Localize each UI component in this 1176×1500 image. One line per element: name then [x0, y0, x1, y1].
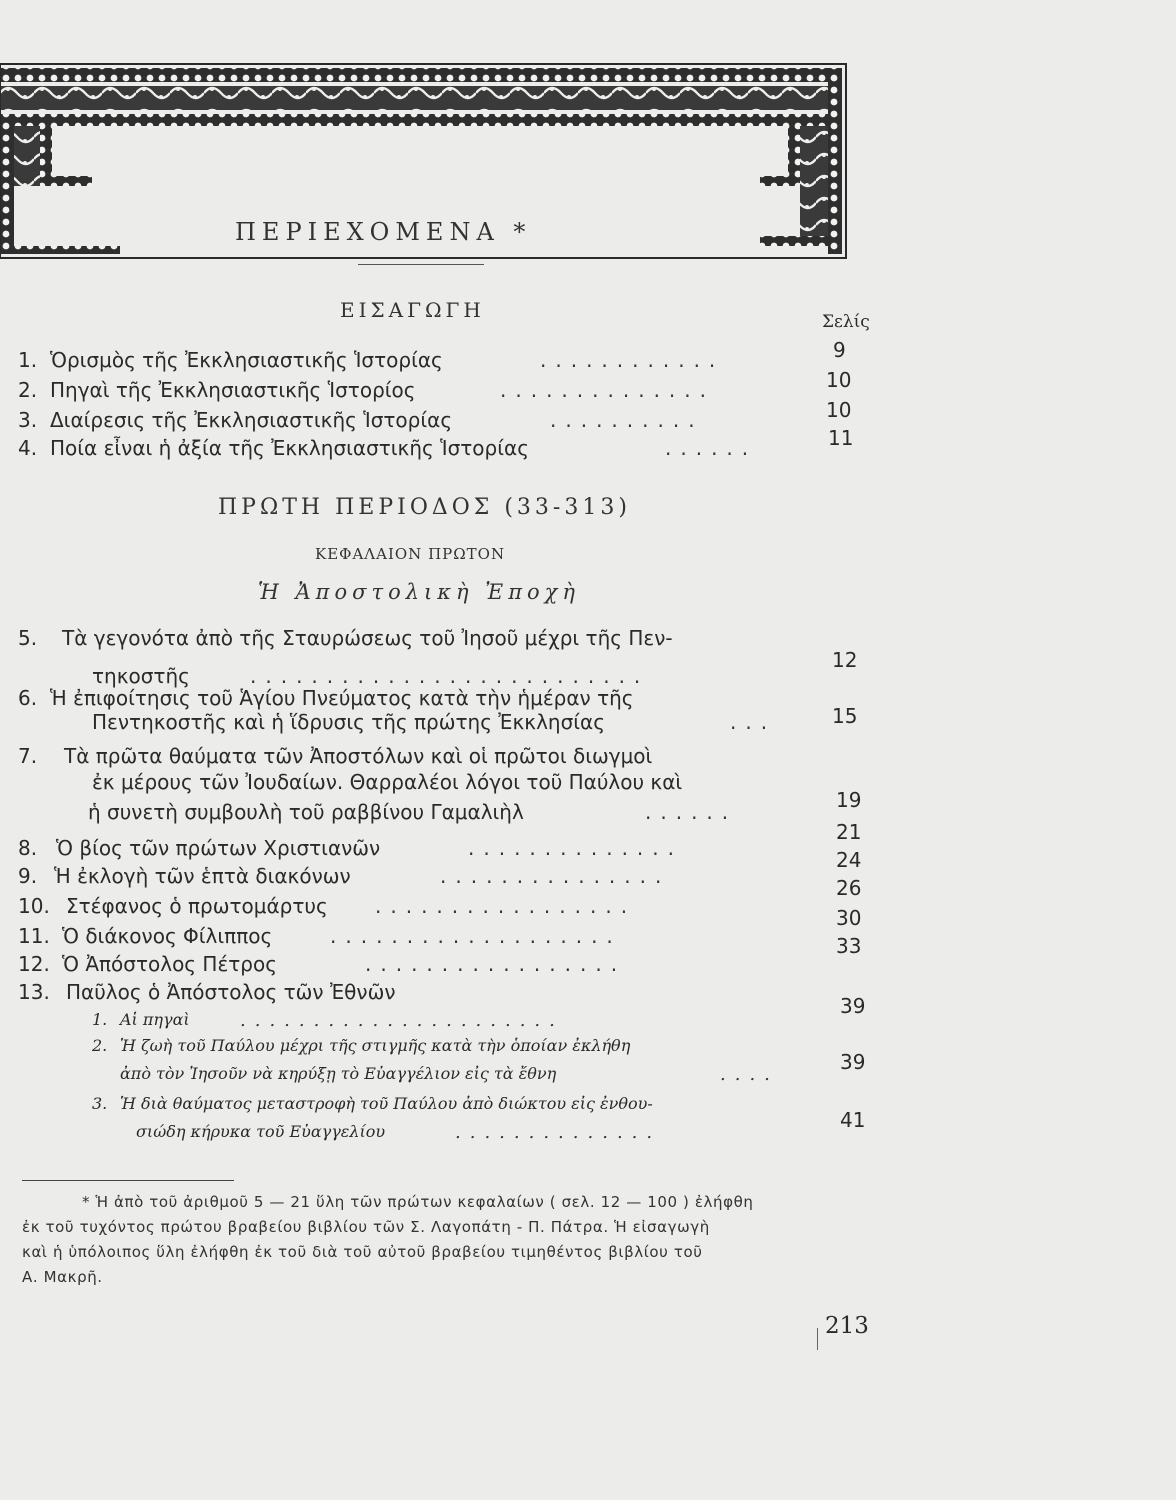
entry-text: Πηγαὶ τῆς Ἐκκλησιαστικῆς Ἱστορίος	[50, 378, 416, 402]
entry-text: Ὁ Ἀπόστολος Πέτρος	[62, 952, 277, 976]
entry-text: Ὁρισμὸς τῆς Ἐκκλησιαστικῆς Ἱστορίας	[50, 348, 443, 372]
leader-dots: ..............	[500, 378, 716, 402]
leader-dots: ...............	[440, 864, 671, 888]
entry-text: Ὁ διάκονος Φίλιππος	[62, 924, 273, 948]
entry-number: 13.	[18, 980, 50, 1004]
leader-dots: ..............	[468, 836, 684, 860]
page-number: 213	[825, 1313, 869, 1339]
subentry-number: 3.	[92, 1094, 108, 1113]
subentry-text: σιώδη κήρυκα τοῦ Εὐαγγελίου	[136, 1122, 386, 1141]
entry-text: ἡ συνετὴ συμβουλὴ τοῦ ραββίνου Γαμαλιὴλ	[88, 800, 524, 824]
entry-page: 26	[836, 876, 862, 900]
page-number-tick	[817, 1328, 818, 1350]
entry-page: 24	[836, 848, 862, 872]
entry-text: τηκοστῆς	[92, 664, 190, 688]
entry-page: 12	[832, 648, 858, 672]
entry-number: 12.	[18, 952, 50, 976]
subentry-number: 2.	[92, 1036, 108, 1055]
leader-dots: ......................	[240, 1010, 564, 1031]
entry-page: 9	[833, 338, 846, 362]
entry-number: 7.	[18, 744, 38, 768]
entry-number: 1.	[18, 348, 38, 372]
leader-dots: ..........	[550, 408, 704, 432]
entry-text: Ποία εἶναι ἡ ἀξία τῆς Ἐκκλησιαστικῆς Ἱστορίας	[50, 436, 529, 460]
title-divider	[358, 264, 484, 265]
entry-number: 2.	[18, 378, 38, 402]
entry-number: 9.	[18, 864, 38, 888]
footnote-line: * Ἡ ἀπὸ τοῦ ἀριθμοῦ 5 — 21 ὕλη τῶν πρώτων κεφαλαίων ( σελ. 12 — 100 ) ἐλήφθη	[82, 1193, 754, 1211]
page-column-label: Σελίς	[822, 312, 870, 332]
entry-number: 11.	[18, 924, 50, 948]
entry-number: 8.	[18, 836, 38, 860]
footnote-line: ἐκ τοῦ τυχόντος πρώτου βραβείου βιβλίου τῶν Σ. Λαγοπάτη - Π. Πάτρα. Ἡ εἰσαγωγὴ	[22, 1218, 710, 1236]
entry-page: 30	[836, 906, 862, 930]
entry-page: 33	[836, 934, 862, 958]
subentry-page: 41	[840, 1108, 866, 1132]
leader-dots: ..............	[455, 1122, 662, 1143]
leader-dots: ......	[645, 800, 738, 824]
entry-text: ἐκ μέρους τῶν Ἰουδαίων. Θαρραλέοι λόγοι τοῦ Παύλου καὶ	[92, 770, 683, 794]
intro-heading: ΕΙΣΑΓΩΓΗ	[340, 298, 485, 322]
entry-text: Τὰ πρῶτα θαύματα τῶν Ἀποστόλων καὶ οἱ πρῶτοι διωγμοὶ	[64, 744, 653, 768]
subentry-text: Αἱ πηγαὶ	[120, 1010, 190, 1029]
subentry-page: 39	[840, 994, 866, 1018]
leader-dots: ...................	[330, 924, 622, 948]
entry-number: 3.	[18, 408, 38, 432]
footnote-line: καὶ ἡ ὑπόλοιπος ὕλη ἐλήφθη ἐκ τοῦ διὰ τοῦ αὐτοῦ βραβείου τιμηθέντος βιβλίου τοῦ	[22, 1243, 703, 1261]
subentry-page: 39	[840, 1050, 866, 1074]
leader-dots: ............	[540, 348, 725, 372]
subentry-text: Ἡ διὰ θαύματος μεταστροφὴ τοῦ Παύλου ἀπὸ διώκτου εἰς ἐνθου-	[120, 1094, 653, 1113]
entry-number: 5.	[18, 626, 38, 650]
page-title: ΠΕΡΙΕΧΟΜΕΝΑ *	[235, 218, 532, 246]
entry-text: Τὰ γεγονότα ἀπὸ τῆς Σταυρώσεως τοῦ Ἰησοῦ μέχρι τῆς Πεν-	[62, 626, 673, 650]
footnote-line: Α. Μακρῆ.	[22, 1268, 103, 1286]
entry-text: Πεντηκοστῆς καὶ ἡ ἵδρυσις τῆς πρώτης Ἐκκλησίας	[92, 710, 605, 734]
chapter-heading: ΚΕΦΑΛΑΙΟΝ ΠΡΩΤΟΝ	[315, 545, 506, 563]
leader-dots: ...	[730, 710, 777, 734]
leader-dots: ..........................	[250, 664, 650, 688]
entry-number: 6.	[18, 686, 38, 710]
entry-page: 10	[826, 398, 852, 422]
entry-text: Διαίρεσις τῆς Ἐκκλησιαστικῆς Ἱστορίας	[50, 408, 453, 432]
entry-page: 21	[836, 820, 862, 844]
entry-page: 15	[832, 704, 858, 728]
chapter-title: Ἡ Ἀποστολικὴ Ἐποχὴ	[258, 580, 580, 604]
leader-dots: ......	[665, 436, 758, 460]
leader-dots: .................	[375, 894, 637, 918]
entry-text: Ὁ βίος τῶν πρώτων Χριστιανῶν	[56, 836, 381, 860]
entry-page: 10	[826, 368, 852, 392]
entry-number: 4.	[18, 436, 38, 460]
footnote	[22, 1190, 872, 1290]
period-heading: ΠΡΩΤΗ ΠΕΡΙΟΔΟΣ (33-313)	[218, 495, 631, 520]
entry-text: Στέφανος ὁ πρωτομάρτυς	[66, 894, 328, 918]
subentry-text: ἀπὸ τὸν Ἰησοῦν νὰ κηρύξῃ τὸ Εὐαγγέλιον εἰς τὰ ἔθνη	[120, 1064, 557, 1083]
subentry-number: 1.	[92, 1010, 108, 1029]
entry-text: Παῦλος ὁ Ἀπόστολος τῶν Ἐθνῶν	[66, 980, 396, 1004]
leader-dots: .................	[365, 952, 627, 976]
entry-text: Ἡ ἐκλογὴ τῶν ἑπτὰ διακόνων	[54, 864, 351, 888]
footnote-divider	[22, 1180, 234, 1181]
subentry-text: Ἡ ζωὴ τοῦ Παύλου μέχρι τῆς στιγμῆς κατὰ τὴν ὁποίαν ἐκλήθη	[120, 1036, 631, 1055]
entry-page: 19	[836, 788, 862, 812]
leader-dots: ....	[720, 1064, 779, 1085]
entry-number: 10.	[18, 894, 50, 918]
entry-page: 11	[828, 426, 854, 450]
entry-text: Ἡ ἐπιφοίτησις τοῦ Ἁγίου Πνεύματος κατὰ τὴν ἡμέραν τῆς	[50, 686, 634, 710]
